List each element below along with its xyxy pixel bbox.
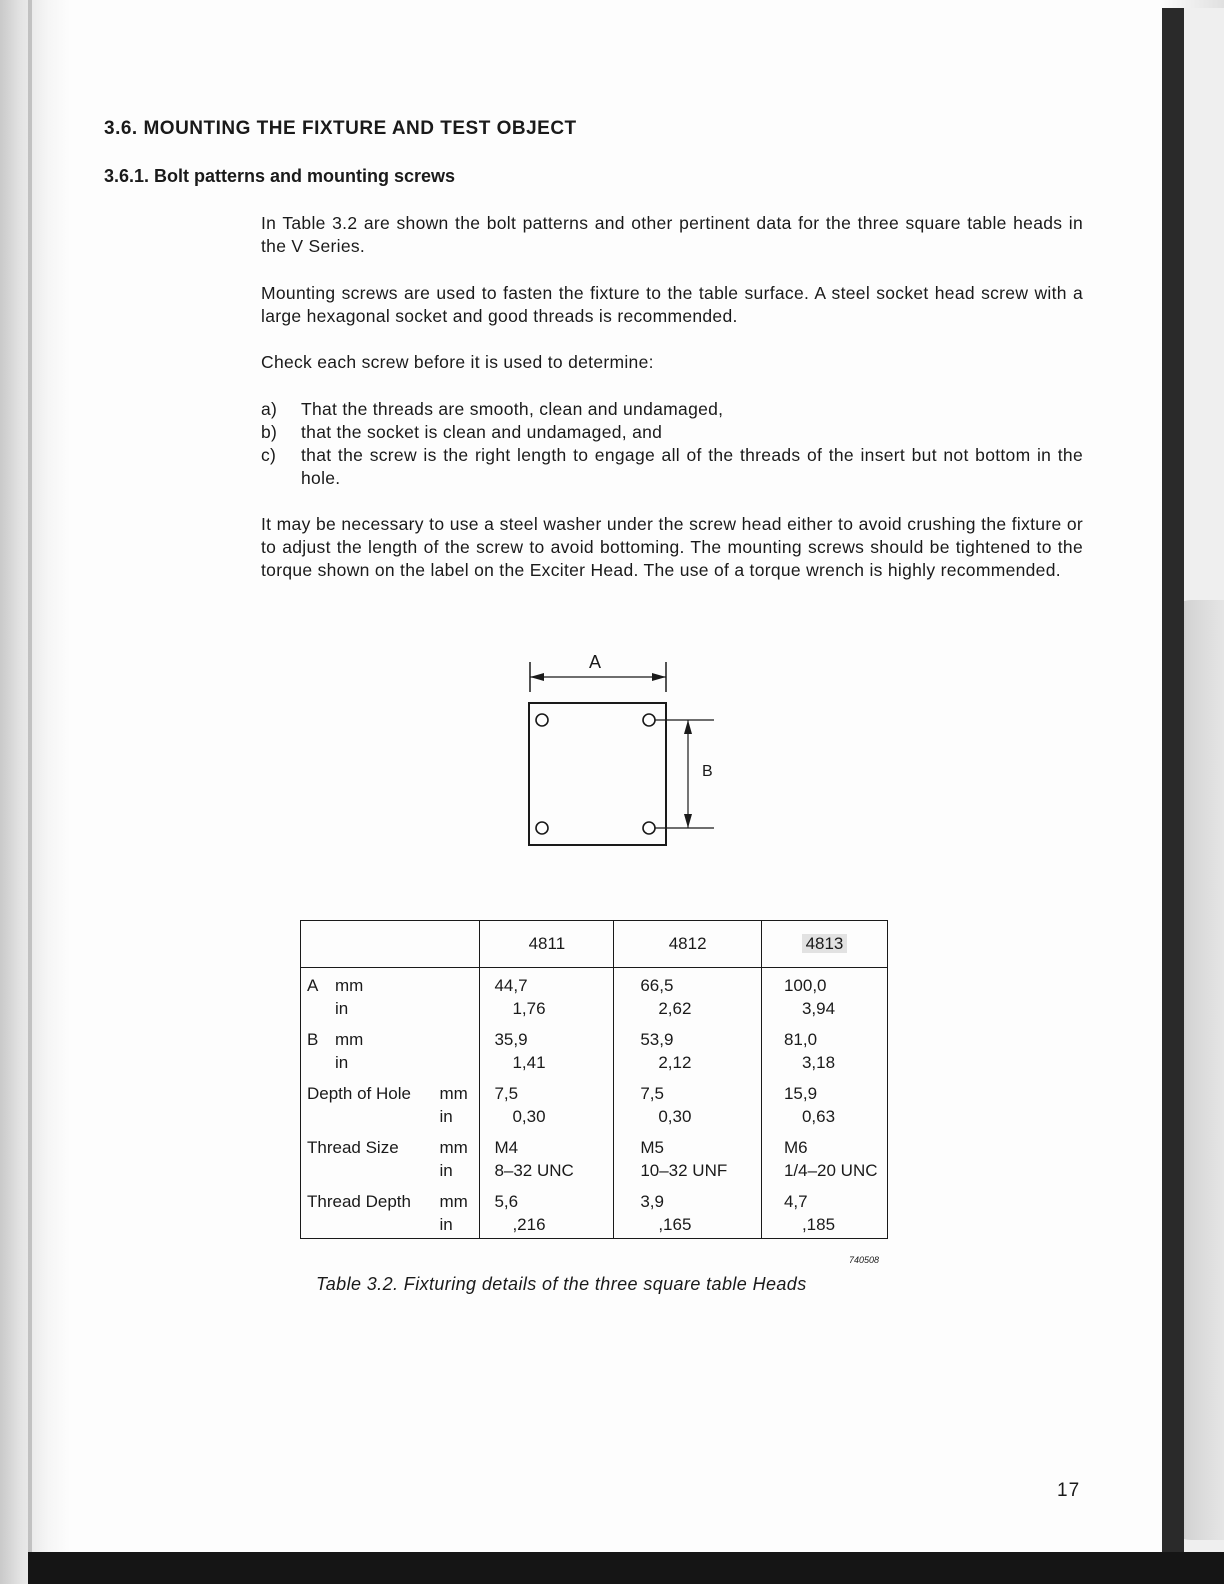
row-unit: mm <box>335 1030 364 1049</box>
page-number: 17 <box>1057 1480 1081 1501</box>
row-label: Depth of Hole <box>307 1084 411 1103</box>
value-imperial: 1/4–20 UNC <box>783 1161 878 1180</box>
value-metric: 3,9 <box>640 1192 664 1211</box>
table-row <box>301 1076 888 1130</box>
value-imperial: 8–32 UNC <box>494 1161 574 1180</box>
value-cell <box>614 1130 762 1184</box>
value-cell <box>761 968 887 1023</box>
row-unit: in <box>439 1107 453 1126</box>
row-label-cell <box>301 1184 480 1239</box>
scanner-bottom-edge <box>28 1552 1224 1584</box>
value-metric: M5 <box>640 1138 664 1157</box>
paragraph-washer: It may be necessary to use a steel washer under the screw head either to avoid crushing the fixture or to adjust the length of the screw to avoid bottoming. The mounting screws should be tightened to the torque shown on the label on the Exciter Head. The use of a torque wrench is highly recommended. <box>261 514 1083 580</box>
fixturing-table <box>300 920 888 1239</box>
figure-code: 740508 <box>849 1255 880 1265</box>
page-gutter-shadow <box>0 0 70 1584</box>
table-row <box>301 1022 888 1076</box>
value-cell <box>761 1022 887 1076</box>
table-row <box>301 1184 888 1239</box>
row-unit: in <box>335 999 349 1018</box>
value-cell <box>761 1184 887 1239</box>
value-imperial: 10–32 UNF <box>640 1161 728 1180</box>
row-unit: in <box>439 1215 453 1234</box>
value-cell <box>614 968 762 1023</box>
value-cell <box>614 1022 762 1076</box>
table-caption: Table 3.2. Fixturing details of the three square table Heads <box>316 1274 807 1294</box>
bolt-pattern-diagram <box>500 650 740 850</box>
dim-b-arrow-top <box>684 720 692 734</box>
value-cell <box>480 968 614 1023</box>
row-unit: mm <box>439 1084 468 1103</box>
list-text: That the threads are smooth, clean and undamaged, <box>301 399 724 419</box>
value-imperial: 0,30 <box>512 1107 546 1126</box>
value-metric: 15,9 <box>783 1084 818 1103</box>
list-item <box>261 398 1083 421</box>
list-marker: c) <box>261 445 277 465</box>
row-label: Thread Depth <box>307 1192 411 1211</box>
value-metric: 53,9 <box>640 1030 674 1049</box>
value-metric: 7,5 <box>640 1084 664 1103</box>
value-metric: 66,5 <box>640 976 674 995</box>
bolt-hole <box>643 714 655 726</box>
bolt-pattern-svg <box>500 650 740 850</box>
list-text: that the screw is the right length to engage all of the threads of the insert but not bottom in the hole. <box>301 445 1083 488</box>
dimension-label-a: A <box>589 652 602 672</box>
row-label-cell <box>301 1076 480 1130</box>
value-imperial: 1,41 <box>512 1053 546 1072</box>
value-metric: 44,7 <box>494 976 528 995</box>
dim-a-arrow-right <box>652 673 666 681</box>
value-metric: 4,7 <box>783 1192 808 1211</box>
value-metric: M6 <box>783 1138 808 1157</box>
value-imperial: 2,12 <box>658 1053 692 1072</box>
table-row <box>301 968 888 1023</box>
bolt-hole <box>643 822 655 834</box>
list-text: that the socket is clean and undamaged, and <box>301 422 663 442</box>
row-label: A <box>307 976 319 995</box>
table-row <box>301 1130 888 1184</box>
value-imperial: ,216 <box>512 1215 546 1234</box>
value-cell <box>761 1130 887 1184</box>
row-label-cell <box>301 1022 480 1076</box>
list-item <box>261 421 1083 444</box>
row-unit: in <box>439 1161 453 1180</box>
binding-edge <box>28 0 32 1584</box>
value-imperial: 1,76 <box>512 999 546 1018</box>
value-cell <box>480 1184 614 1239</box>
value-imperial: ,185 <box>801 1215 836 1234</box>
value-cell <box>480 1022 614 1076</box>
value-imperial: 3,94 <box>801 999 836 1018</box>
value-imperial: 0,63 <box>801 1107 836 1126</box>
row-unit: mm <box>439 1192 468 1211</box>
list-item <box>261 444 1083 490</box>
dim-a-arrow-left <box>530 673 544 681</box>
list-marker: b) <box>261 422 278 442</box>
row-unit: mm <box>335 976 364 995</box>
value-metric: 7,5 <box>494 1084 519 1103</box>
value-imperial: 0,30 <box>658 1107 692 1126</box>
row-label-cell <box>301 1130 480 1184</box>
paragraph-screws: Mounting screws are used to fasten the fixture to the table surface. A steel socket head screw with a large hexagonal socket and good threads is recommended. <box>261 283 1083 326</box>
value-cell <box>761 1076 887 1130</box>
column-header-4812: 4812 <box>614 921 762 968</box>
table-header-row <box>301 921 888 968</box>
value-cell <box>480 1076 614 1130</box>
check-list <box>261 398 1083 490</box>
dimension-label-b: B <box>702 763 713 780</box>
value-metric: 81,0 <box>783 1030 818 1049</box>
list-marker: a) <box>261 399 278 419</box>
column-header-4811: 4811 <box>480 921 614 968</box>
row-unit: in <box>335 1053 349 1072</box>
value-metric: M4 <box>494 1138 519 1157</box>
row-label: B <box>307 1030 319 1049</box>
dim-b-arrow-bottom <box>684 814 692 828</box>
paragraph-check: Check each screw before it is used to determine: <box>261 352 654 372</box>
bolt-hole <box>536 714 548 726</box>
row-unit: mm <box>439 1138 468 1157</box>
value-imperial: 3,18 <box>801 1053 836 1072</box>
header-blank <box>301 921 480 968</box>
column-header-4813-text: 4813 <box>802 934 848 953</box>
value-metric: 35,9 <box>494 1030 528 1049</box>
subsection-heading: 3.6.1. Bolt patterns and mounting screws <box>104 166 456 186</box>
row-label: Thread Size <box>307 1138 399 1157</box>
scanner-edge-strip <box>1162 8 1184 1564</box>
row-label-cell <box>301 968 480 1023</box>
value-cell <box>614 1076 762 1130</box>
bolt-hole <box>536 822 548 834</box>
value-cell <box>480 1130 614 1184</box>
value-metric: 100,0 <box>783 976 827 995</box>
value-imperial: ,165 <box>658 1215 692 1234</box>
column-header-4813 <box>761 921 887 968</box>
value-imperial: 2,62 <box>658 999 692 1018</box>
value-metric: 5,6 <box>494 1192 519 1211</box>
value-cell <box>614 1184 762 1239</box>
paragraph-intro: In Table 3.2 are shown the bolt patterns and other pertinent data for the three square table heads in the V Series. <box>261 213 1083 256</box>
section-heading: 3.6. MOUNTING THE FIXTURE AND TEST OBJECT <box>104 118 577 139</box>
